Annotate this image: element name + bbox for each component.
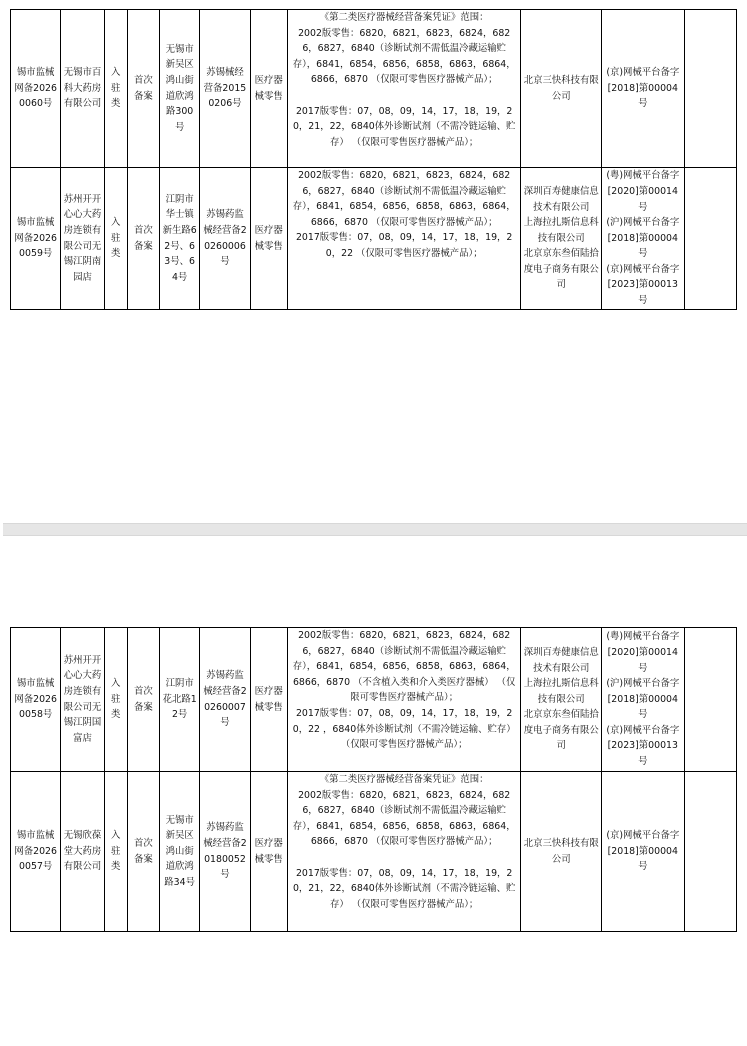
filing-type-cell: 首次备案 bbox=[127, 168, 159, 310]
remark-cell bbox=[684, 772, 736, 932]
license-number-cell: 苏锡械经营备20150206号 bbox=[200, 10, 250, 168]
scope-paragraph: 2017版零售：07，08，09，14，17，18，19，20，21，22，6840体外诊断试剂（不需冷链运输、贮存） （仅限可零售医疗器械产品）； bbox=[292, 105, 516, 148]
business-scope-cell bbox=[287, 772, 521, 932]
filing-type-cell: 首次备案 bbox=[127, 772, 159, 932]
page-break-divider bbox=[3, 523, 747, 536]
platform-company-name: 上海拉扎斯信息科技有限公司 bbox=[523, 678, 599, 705]
category-cell: 入驻类 bbox=[104, 628, 127, 772]
scope-paragraph: 2002版零售：6820，6821，6823，6824，6826，6827，6840（诊断试剂不需低温冷藏运输贮存），6841，6854，6856，6858，6863，6864，6866，6870 （仅限可零售医疗器械产品）； bbox=[292, 170, 516, 228]
address-cell: 无锡市新吴区鸿山街道欣鸿路300号 bbox=[160, 10, 200, 168]
platform-company-name: 北京三快科技有限公司 bbox=[523, 74, 599, 102]
company-name-cell: 苏州开开心心大药房连锁有限公司无锡江阴南园店 bbox=[61, 168, 104, 310]
business-mode-cell: 医疗器械零售 bbox=[250, 168, 287, 310]
business-scope-cell bbox=[287, 628, 521, 772]
filing-type-cell: 首次备案 bbox=[127, 628, 159, 772]
scope-paragraph: 2017版零售：07，08，09，14，17，18，19，20，22 ，6840体外诊断试剂（不需冷链运输、贮存） （仅限可零售医疗器械产品）； bbox=[292, 707, 516, 751]
platform-company-name: 深圳百寿健康信息技术有限公司 bbox=[523, 185, 599, 213]
platform-license-cell bbox=[602, 628, 685, 772]
page-1-table-block bbox=[10, 9, 737, 310]
record-table bbox=[10, 627, 737, 932]
category-cell: 入驻类 bbox=[104, 168, 127, 310]
platform-company-cell bbox=[521, 10, 602, 168]
business-mode-cell: 医疗器械零售 bbox=[250, 772, 287, 932]
company-name-cell: 苏州开开心心大药房连锁有限公司无锡江阴国富店 bbox=[61, 628, 104, 772]
license-number-cell: 苏锡药监械经营备20180052号 bbox=[200, 772, 250, 932]
table-row bbox=[11, 168, 737, 310]
page-2-table-block bbox=[10, 627, 737, 932]
scope-paragraph: 2002版零售：6820，6821，6823，6824，6826，6827，6840（诊断试剂不需低温冷藏运输贮存），6841，6854，6856，6858，6863，6864，6866，6870 （仅限可零售医疗器械产品）； bbox=[292, 789, 516, 848]
platform-license-number: (沪)网械平台备字[2018]第00004号 bbox=[606, 678, 680, 721]
scope-paragraph: 2017版零售：07，08，09，14，17，18，19，20，21，22，6840体外诊断试剂（不需冷链运输、贮存） （仅限可零售医疗器械产品）； bbox=[292, 867, 516, 910]
platform-license-cell bbox=[602, 168, 685, 310]
record-number-cell: 锡市监械网备20260060号 bbox=[11, 10, 61, 168]
scope-paragraph: 2017版零售：07，08，09，14，17，18，19，20，22 （仅限可零售医疗器械产品）； bbox=[295, 232, 513, 259]
platform-license-number: (沪)网械平台备字[2018]第00004号 bbox=[606, 217, 680, 260]
record-number-cell: 锡市监械网备20260058号 bbox=[11, 628, 61, 772]
record-table bbox=[10, 9, 737, 310]
category-cell: 入驻类 bbox=[104, 10, 127, 168]
table-row bbox=[11, 628, 737, 772]
platform-license-cell bbox=[602, 10, 685, 168]
platform-company-cell bbox=[521, 628, 602, 772]
remark-cell bbox=[684, 168, 736, 310]
table-row bbox=[11, 772, 737, 932]
scope-paragraph: 《第二类医疗器械经营备案凭证》范围： bbox=[319, 12, 489, 23]
company-name-cell: 无锡欣葆堂大药房有限公司 bbox=[61, 772, 104, 932]
address-cell: 江阴市花北路12号 bbox=[160, 628, 200, 772]
record-number-cell: 锡市监械网备20260059号 bbox=[11, 168, 61, 310]
platform-license-number: (粤)网械平台备字[2020]第00014号 bbox=[606, 170, 680, 213]
platform-license-number: (京)网械平台备字[2023]第00013号 bbox=[606, 263, 680, 307]
category-cell: 入驻类 bbox=[104, 772, 127, 932]
business-mode-cell: 医疗器械零售 bbox=[250, 628, 287, 772]
platform-license-number: (京)网械平台备字[2018]第00004号 bbox=[606, 830, 680, 873]
platform-license-cell bbox=[602, 772, 685, 932]
platform-company-name: 上海拉扎斯信息科技有限公司 bbox=[523, 217, 599, 244]
company-name-cell: 无锡市百科大药房有限公司 bbox=[61, 10, 104, 168]
scope-paragraph: 2002版零售：6820，6821，6823，6824，6826，6827，6840（诊断试剂不需低温冷藏运输贮存），6841，6854，6856，6858，6863，6864，6866，6870 （不含植入类和介入类医疗器械） （仅限可零售医疗器械产品）； bbox=[292, 630, 516, 704]
filing-type-cell: 首次备案 bbox=[127, 10, 159, 168]
remark-cell bbox=[684, 10, 736, 168]
platform-license-number: (京)网械平台备字[2018]第00004号 bbox=[606, 67, 680, 110]
business-scope-cell bbox=[287, 168, 521, 310]
business-scope-cell bbox=[287, 10, 521, 168]
platform-company-name: 北京京东叁佰陆拾度电子商务有限公司 bbox=[523, 248, 599, 291]
platform-license-number: (粤)网械平台备字[2020]第00014号 bbox=[606, 631, 680, 674]
platform-company-cell bbox=[521, 168, 602, 310]
address-cell: 无锡市新吴区鸿山街道欣鸿路34号 bbox=[160, 772, 200, 932]
table-row bbox=[11, 10, 737, 168]
remark-cell bbox=[684, 628, 736, 772]
record-number-cell: 锡市监械网备20260057号 bbox=[11, 772, 61, 932]
platform-company-name: 深圳百寿健康信息技术有限公司 bbox=[523, 646, 599, 674]
scope-paragraph: 《第二类医疗器械经营备案凭证》范围： bbox=[319, 774, 489, 785]
business-mode-cell: 医疗器械零售 bbox=[250, 10, 287, 168]
license-number-cell: 苏锡药监械经营备20260006号 bbox=[200, 168, 250, 310]
platform-company-cell bbox=[521, 772, 602, 932]
scope-paragraph: 2002版零售：6820，6821，6823，6824，6826，6827，6840（诊断试剂不需低温冷藏运输贮存），6841，6854，6856，6858，6863，6864，6866，6870 （仅限可零售医疗器械产品）； bbox=[292, 27, 516, 86]
platform-license-number: (京)网械平台备字[2023]第00013号 bbox=[606, 724, 680, 768]
platform-company-name: 北京三快科技有限公司 bbox=[523, 837, 599, 865]
platform-company-name: 北京京东叁佰陆拾度电子商务有限公司 bbox=[523, 709, 599, 752]
address-cell: 江阴市华士镇新生路62号、63号、64号 bbox=[160, 168, 200, 310]
license-number-cell: 苏锡药监械经营备20260007号 bbox=[200, 628, 250, 772]
